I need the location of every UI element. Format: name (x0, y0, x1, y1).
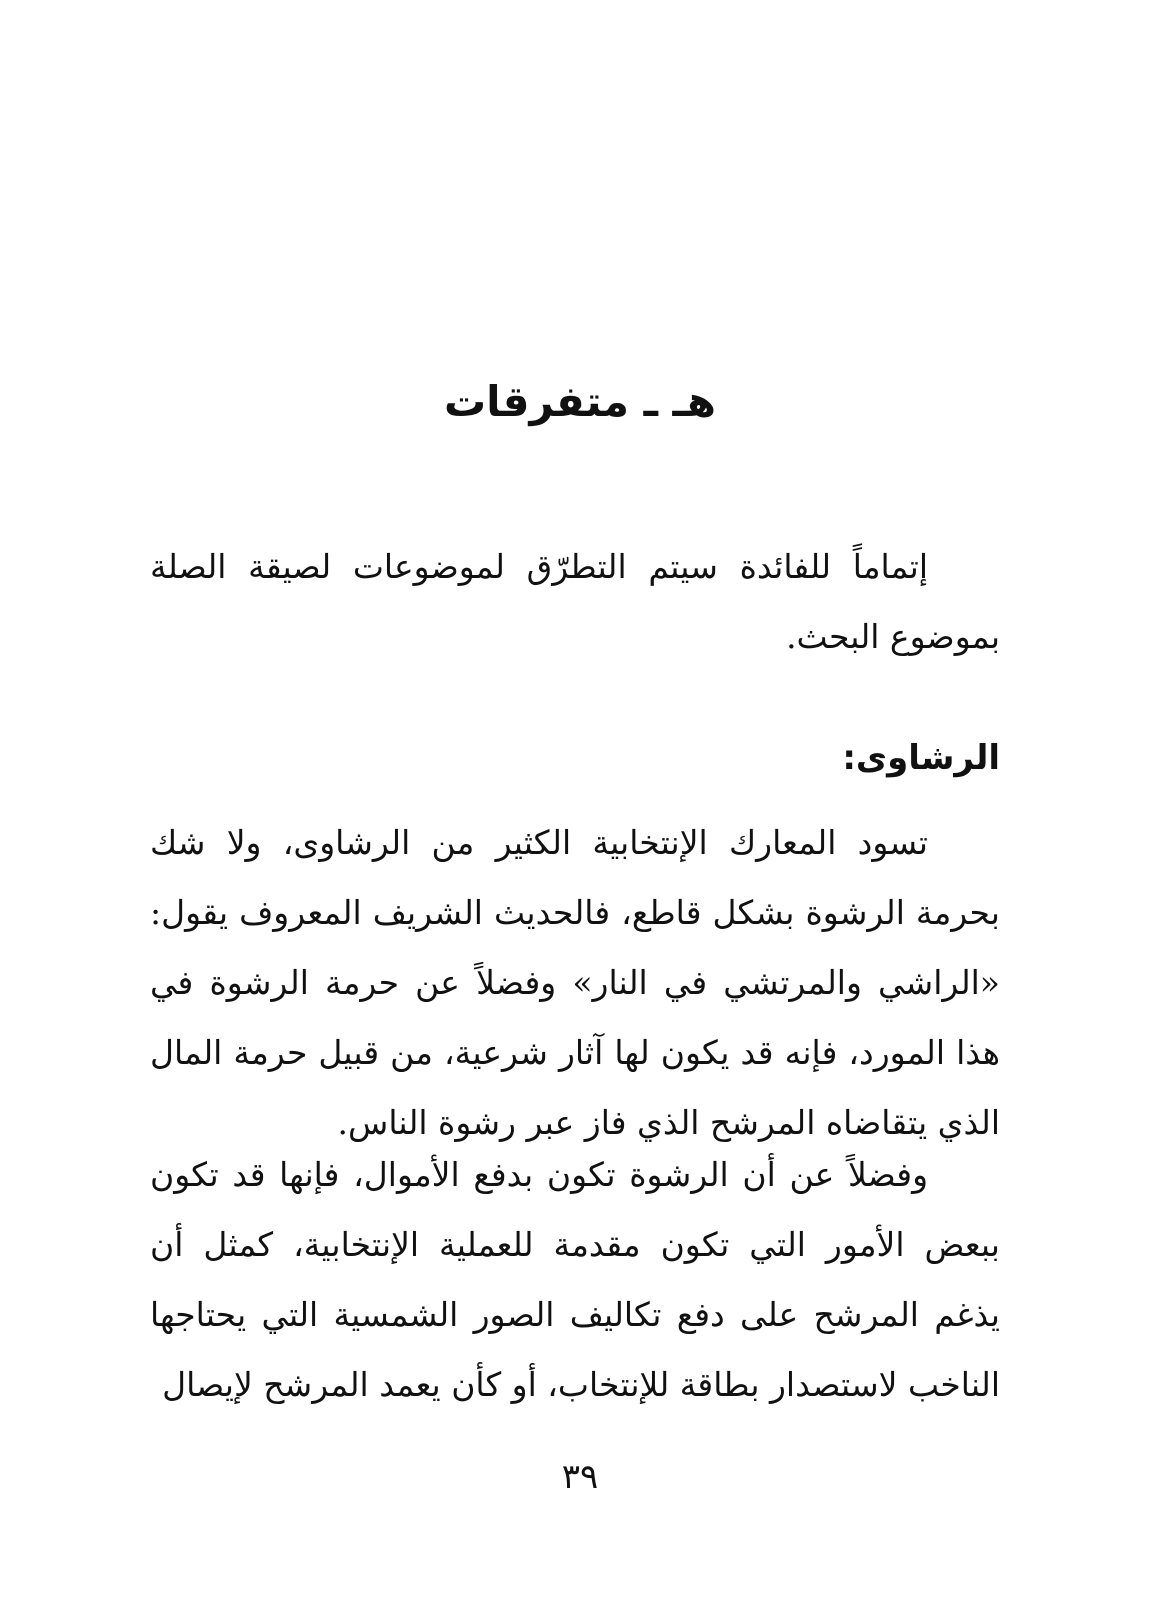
paragraph-bribery: تسود المعارك الإنتخابية الكثير من الرشاوى، ولا شك بحرمة الرشوة بشكل قاطع، فالحديث الشريف المعروف يقول: «الراشي والمرتشي في النار» وفضلاً عن حرمة الرشوة في هذا المورد، فإنه قد يكون لها آثار شرعية، من قبيل حرمة المال الذي يتقاضاه المرشح الذي فاز عبر رشوة الناس. (150, 823, 1000, 1142)
section-title: هـ ـ متفرقات (443, 377, 717, 426)
page-number: ٣٩ (561, 1457, 599, 1497)
paragraph-continued: وفضلاً عن أن الرشوة تكون بدفع الأموال، فإنها قد تكون ببعض الأمور التي تكون مقدمة للعملية الإنتخابية، كمثل أن يذغم المرشح على دفع تكاليف الصور الشمسية التي يحتاجها الناخب لاستصدار بطاقة للإنتخاب، أو كأن يعمد المرشح لإيصال (150, 1155, 1000, 1404)
intro-paragraph: إتماماً للفائدة سيتم التطرّق لموضوعات لصيقة الصلة بموضوع البحث. (150, 547, 1000, 656)
subheading-bribery: الرشاوى: (842, 738, 1000, 778)
